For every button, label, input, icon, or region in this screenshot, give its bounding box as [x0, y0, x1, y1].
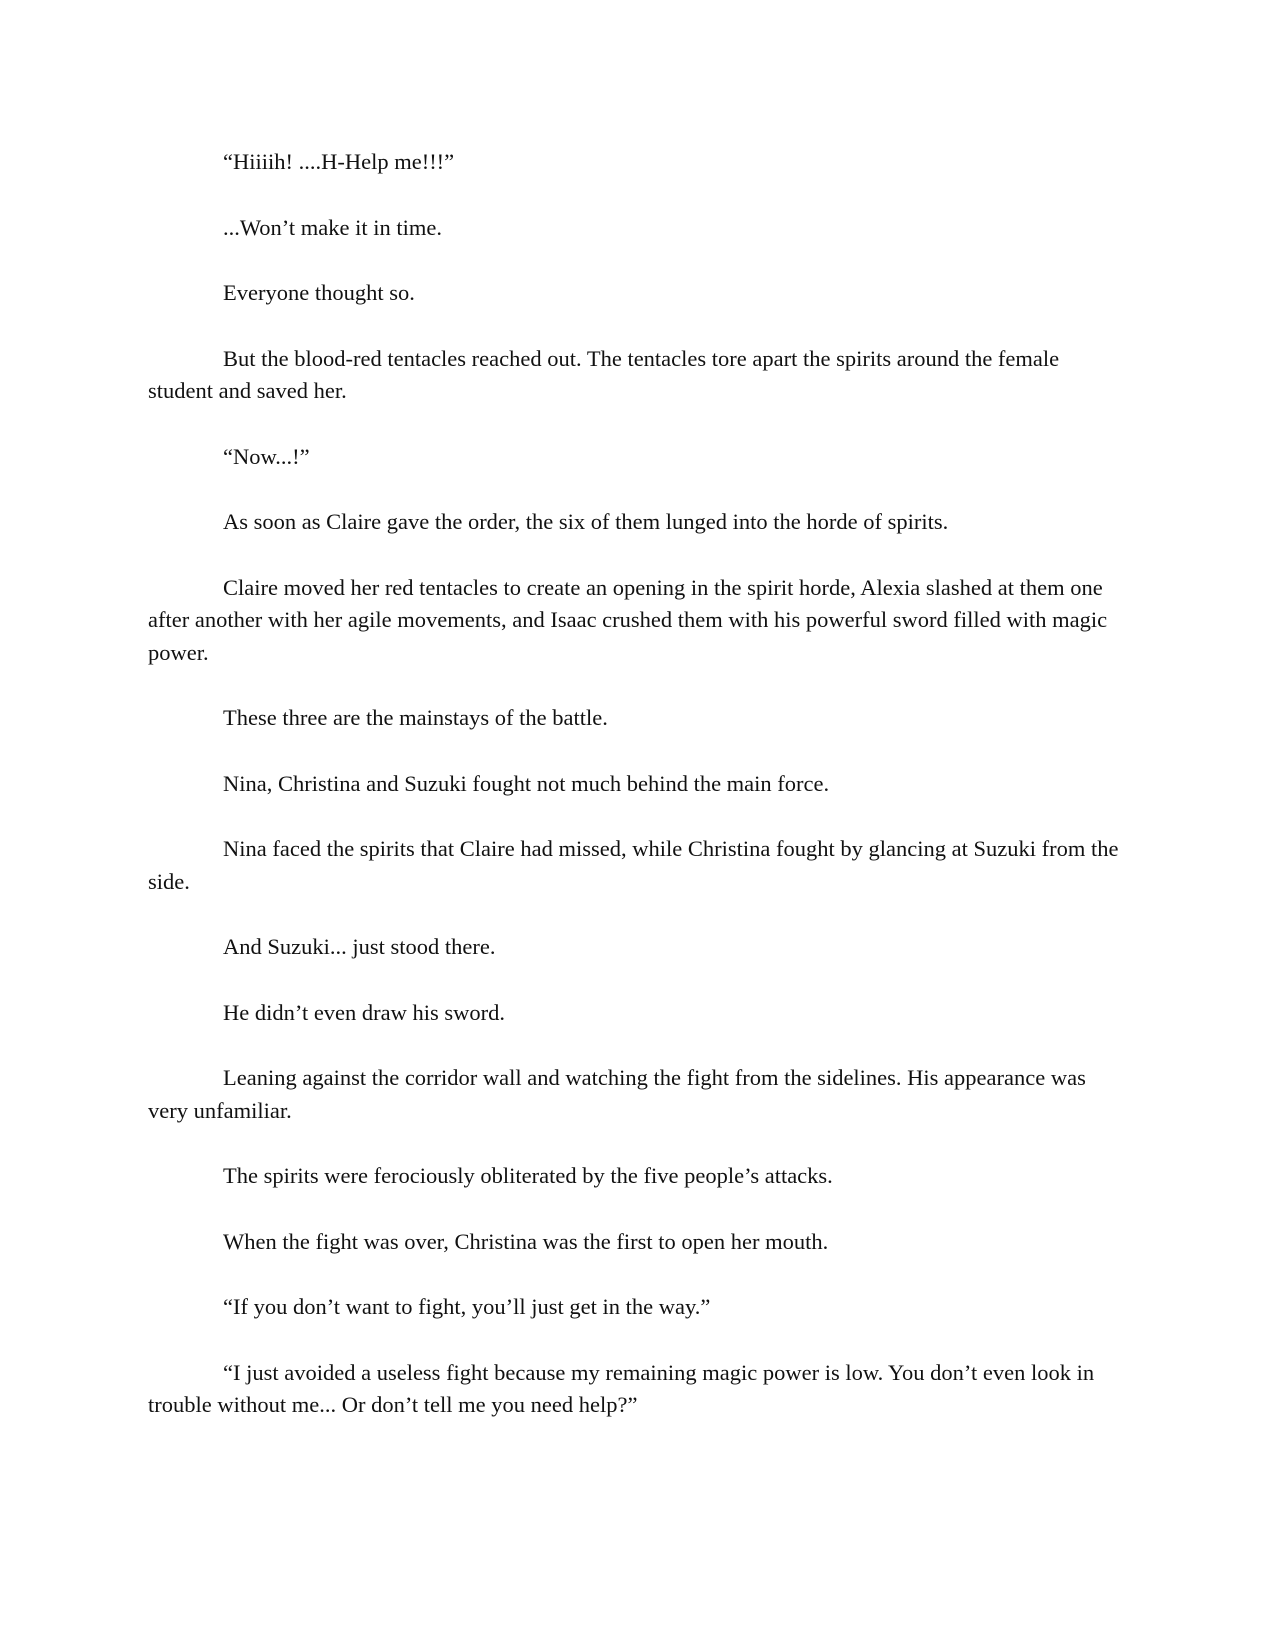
paragraph: Everyone thought so. — [223, 280, 415, 305]
paragraph: “Now...!” — [223, 443, 310, 469]
paragraph: He didn’t even draw his sword. — [223, 999, 506, 1025]
paragraph: These three are the mainstays of the battle. — [223, 705, 608, 730]
paragraph: Claire moved her red tentacles to create an opening in the spirit horde, Alexia slashed at them one after another with her agile movements, and Isaac crushed them with his powerful sword filled with magic power. — [148, 574, 1108, 665]
paragraph: The spirits were ferociously obliterated by the five people’s attacks. — [223, 1163, 833, 1188]
paragraph: Nina faced the spirits that Claire had missed, while Christina fought by glancing at Suzuki from the side. — [148, 836, 1119, 894]
paragraph: When the fight was over, Christina was the first to open her mouth. — [223, 1228, 829, 1254]
paragraph: Nina, Christina and Suzuki fought not much behind the main force. — [223, 770, 830, 796]
paragraph: Leaning against the corridor wall and watching the fight from the sidelines. His appearance was very unfamiliar. — [148, 1065, 1086, 1123]
paragraph: “I just avoided a useless fight because my remaining magic power is low. You don’t even look in trouble without me... Or don’t tell me you need help?” — [148, 1359, 1095, 1417]
document-body — [148, 146, 1128, 1455]
paragraph: “Hiiiih! ....H-Help me!!!” — [223, 149, 455, 174]
paragraph: ...Won’t make it in time. — [223, 214, 442, 240]
paragraph: And Suzuki... just stood there. — [223, 934, 496, 959]
paragraph: As soon as Claire gave the order, the six of them lunged into the horde of spirits. — [223, 509, 949, 534]
paragraph: But the blood-red tentacles reached out. The tentacles tore apart the spirits around the female student and saved her. — [148, 345, 1060, 403]
paragraph: “If you don’t want to fight, you’ll just get in the way.” — [223, 1294, 711, 1319]
